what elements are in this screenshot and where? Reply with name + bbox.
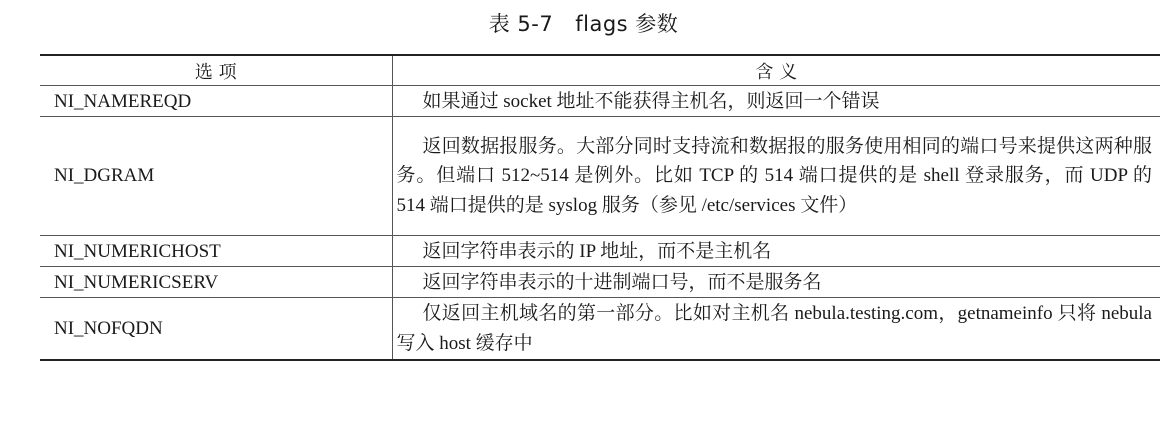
option-cell: NI_NOFQDN	[40, 298, 392, 361]
table-row	[40, 298, 1160, 361]
meaning-cell: 返回数据报服务。大部分同时支持流和数据报的服务使用相同的端口号来提供这两种服务。但端口 512~514 是例外。比如 TCP 的 514 端口提供的是 shell 登录服务，而 UDP 的 514 端口提供的是 syslog 服务（参见 /etc/services 文件）	[392, 117, 1160, 236]
table-row	[40, 267, 1160, 298]
option-cell: NI_DGRAM	[40, 117, 392, 236]
meaning-cell: 如果通过 socket 地址不能获得主机名，则返回一个错误	[392, 86, 1160, 117]
table-row	[40, 86, 1160, 117]
table-title: flags 参数	[575, 12, 679, 36]
option-cell: NI_NAMEREQD	[40, 86, 392, 117]
meaning-cell: 仅返回主机域名的第一部分。比如对主机名 nebula.testing.com，getnameinfo 只将 nebula 写入 host 缓存中	[396, 303, 1152, 354]
table-row	[40, 117, 1160, 236]
column-header-option: 选 项	[40, 55, 392, 86]
option-cell: NI_NUMERICHOST	[40, 236, 392, 267]
table-caption	[0, 8, 1167, 38]
meaning-cell: 返回字符串表示的十进制端口号，而不是服务名	[392, 267, 1160, 298]
table-number: 表 5-7	[488, 12, 554, 36]
meaning-cell: 返回字符串表示的 IP 地址，而不是主机名	[392, 236, 1160, 267]
column-header-meaning: 含 义	[392, 55, 1160, 86]
flags-table	[40, 54, 1160, 361]
header-row	[40, 55, 1160, 86]
option-cell: NI_NUMERICSERV	[40, 267, 392, 298]
table-row	[40, 236, 1160, 267]
